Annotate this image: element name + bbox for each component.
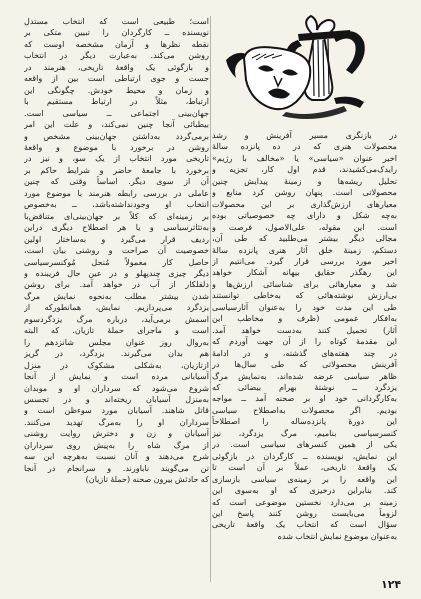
text-line: تن می‌گویند ناباورند. و سرانجام در آنجا (24, 462, 209, 473)
text-line: آن از سوی دیگر. اساساً وقتی که چنین (24, 176, 209, 187)
text-line: ردیف قرار می‌گیرد و به‌ساختار اولین (24, 233, 209, 244)
text-line: سرداران او را به‌مرگ تهدید می‌کنند. (24, 416, 209, 427)
text-line: مجالی دیگر بیشتر می‌طلبید که طی آن، (212, 233, 397, 244)
text-line: انتخاب او وجودنداشته‌باشد، ــ به‌خصوص (24, 199, 209, 210)
text-line: ظاهر سیاسی عرضه شده‌اند، به‌نمایش مرگ (212, 370, 397, 381)
text-line: اخیر عنوان «سیاسی» یا «مخالف با رژیم» (212, 152, 397, 163)
text-line: جهان‌بینی اجتماعی ــ سیاسی است. (24, 107, 209, 118)
text-line: آثار) تحمیل کنند به‌دست خواهد آمد. (212, 324, 397, 335)
text-line: و زمان و محیط خودش. چگونگی این (24, 84, 209, 95)
text-line: تاریخی مورد انتخاب از یک سو، و نیز در (24, 153, 209, 164)
text-line: اسمش برمی‌آید، درباره مرگ یزدگردسوم (24, 313, 209, 324)
text-line: دستکم، زمینهٔ خلق آثار هنری پانزده سالهٔ (212, 244, 397, 255)
text-line: یزدگرد ــ نوشتهٔ بهرام بیضائی که (212, 381, 397, 392)
text-line: به‌چه شکل و دارای چه خصوصیاتی بوده (212, 210, 397, 221)
text-line: است و ماجرای حملهٔ تازیان. که البته (24, 325, 209, 336)
text-column-right (212, 130, 397, 542)
text-line: به‌منزل آسیابان ریخته‌اند و در تجسس (24, 393, 209, 404)
text-line: یک واقعهٔ تاریخی، عملاً بر آن است تا (212, 462, 397, 473)
text-line: که حادثش بیرون صحنه (حملهٔ تازیان) (85, 474, 209, 485)
text-line: اخیر مورد بررسی قرار گیرد. می‌انتیم از (212, 255, 397, 266)
text-line: شدن بیشتر مطلب به‌نحوه نمایش مرگ (24, 290, 209, 301)
text-line: در چند هفته‌های گذشته، و در ادامهٔ (212, 347, 397, 358)
text-line: نویسنده ــ کارگردان را تبیین متکی بر (24, 27, 209, 38)
text-line: شروع می‌شود که سرداران او و موبدان (24, 382, 209, 393)
text-line: به‌عنوان موضوع نمایش انتخاب شده (277, 530, 397, 541)
text-line: از مرگ شاه را به‌پیش روی سرداران (24, 439, 209, 450)
text-line: بی‌ارزش نوشته‌هائی که به‌خاطی توانستند (212, 290, 397, 301)
text-line: یزدگرد می‌پردازیم. نمایش، همانطورکه از (24, 302, 209, 313)
text-line: روشن در برخورد با موضوع و واقعهٔ (24, 141, 209, 152)
text-line: به‌افکار عمومی (ظرف و مخاطب این (212, 313, 397, 324)
text-line: ارتباط، مثلاً در ارتباط مستقیم با (24, 96, 209, 107)
text-line: است؛ طبیعی است که انتخاب مستدل (24, 16, 209, 26)
text-line: یکی از همین کنسرهای سیاسی است. در (212, 439, 397, 450)
text-line: بودیم. اگر محصولات به‌اصطلاح سیاسی (212, 404, 397, 415)
text-line: در بازنگری مسیر آفرینش و رشد (212, 130, 397, 140)
text-line: این مقدمهٔ کوتاه را از آن جهت آوردم که (212, 336, 397, 347)
text-line: لزوماً می‌بایست روشن کنند پاسخ این (212, 507, 397, 518)
text-line: عاملی در بررسی رابطه هنرمند با موضوع مورد (24, 187, 209, 198)
text-line: آسیابان و زن و دخترش روایت روشنی (24, 428, 209, 439)
text-line: معیارهای ارزش‌گذاری بر این محصولات (212, 198, 397, 209)
text-line: آسیابانی مرده است و نمایش از آنجا (24, 371, 209, 382)
text-line: به‌کارگردانی خود او بر صحنه آمد ــ مواجه (212, 393, 397, 404)
text-line: شد و معیارهائی برای شناسائی ارزش‌ها و (212, 278, 397, 289)
text-line: محصولاتی است. پنهان روشن کرد منابع و (212, 187, 397, 198)
text-line: آفرینش محصولاتی که طی سال‌ها در (212, 359, 397, 370)
text-line: دلفلکار از آب در خواهد آمد. برای روشن (24, 279, 209, 290)
text-line: است. این مقوله، علی‌الاصول، فرصت و (212, 221, 397, 232)
text-line: کند. بنابراین درخیزی که او به‌سوی این (212, 485, 397, 496)
page-number: ۱۲۴ (381, 578, 402, 591)
text-line: و بازگوئی یک واقعهٔ تاریخی، هنرمند در (24, 61, 209, 72)
text-line: شرح می‌دهند و آنان نسبت به‌هرچه این سه (24, 451, 209, 462)
text-line: برخورد با جامعهٔ حاضر و شرایط حاکم بر (24, 164, 209, 175)
text-line: روشن می‌کند. به‌عبارت دیگر در انتخاب (24, 50, 209, 61)
text-line: برمی‌گردد به‌داشتن جهان‌بینی مشخص و (24, 130, 209, 141)
text-line: زمینه بر می‌دارد نخستین موضوعی است که (212, 496, 397, 507)
text-line: بر زمینه‌ای که کلاً بر جهان‌بینی‌ای متناقض‌با (24, 210, 209, 221)
text-line: محصولات هنری که در ده پانزده سالهٔ (212, 141, 397, 152)
column-divider (210, 16, 211, 582)
text-line: سؤال است که انتخاب یک واقعهٔ تاریخی (212, 519, 397, 530)
text-line: طی این مدت خود را به‌عنوان آثارسیاسی (212, 301, 397, 312)
text-column-left (24, 16, 209, 486)
text-line: بیطبائی آنجا چنین نمی‌کند، و علت این امر (24, 119, 209, 130)
text-line: این رهگذر حقایق بیهانه آشکار خواهد (212, 267, 397, 278)
text-line: خصوصیت آن صراحت و روشنی بیان است، (24, 245, 209, 256)
text-line: به‌روال روز عنوان مجلس شانزدهم را (24, 336, 209, 347)
text-line: این دورهٔ پانزده‌ساله را اصطلاحاً (212, 416, 397, 427)
text-line: کنسرسیاسی بنامیم، مرگ یزدگرد، نیز (212, 427, 397, 438)
theater-masks-lyre-emblem (216, 14, 406, 126)
text-line: این واقعه را بر زمینه‌ی سیاسی بازسازی (212, 473, 397, 484)
text-line: تحلیل ریشه‌ها و زمینهٔ پیدایش چنین (212, 175, 397, 186)
text-line: ازتازیان، به‌شکلی مشکوک در منزل (24, 359, 209, 370)
text-line: دیگر چیزی چندپهلو و در عین حال فریبنده و (24, 267, 209, 278)
text-line: این نمایش، نویسنده ــ کارگردان در بازگوئی (212, 450, 397, 461)
text-line: قاتل شاهند. آسیابان مورد سوءظن است و (24, 405, 209, 416)
text-line: جست و جوی ارتباطی است بین از واقعه (24, 73, 209, 84)
text-line: هم بدان می‌گیرند. یزدگرد، در گریز (24, 348, 209, 359)
text-line: نقطه نظرها و آرمان مشخصه اوست که (24, 38, 209, 49)
text-line: حاصل کار معمولاً مُنحل مُوکنسرسیاسی (24, 256, 209, 267)
text-line: به‌تئاترسیاسی و یا هر اصطلاح دیگری دراین (24, 222, 209, 233)
text-line: رایدک‌می‌کشیدند، قدم اول کار، تجزیه و (212, 164, 397, 175)
